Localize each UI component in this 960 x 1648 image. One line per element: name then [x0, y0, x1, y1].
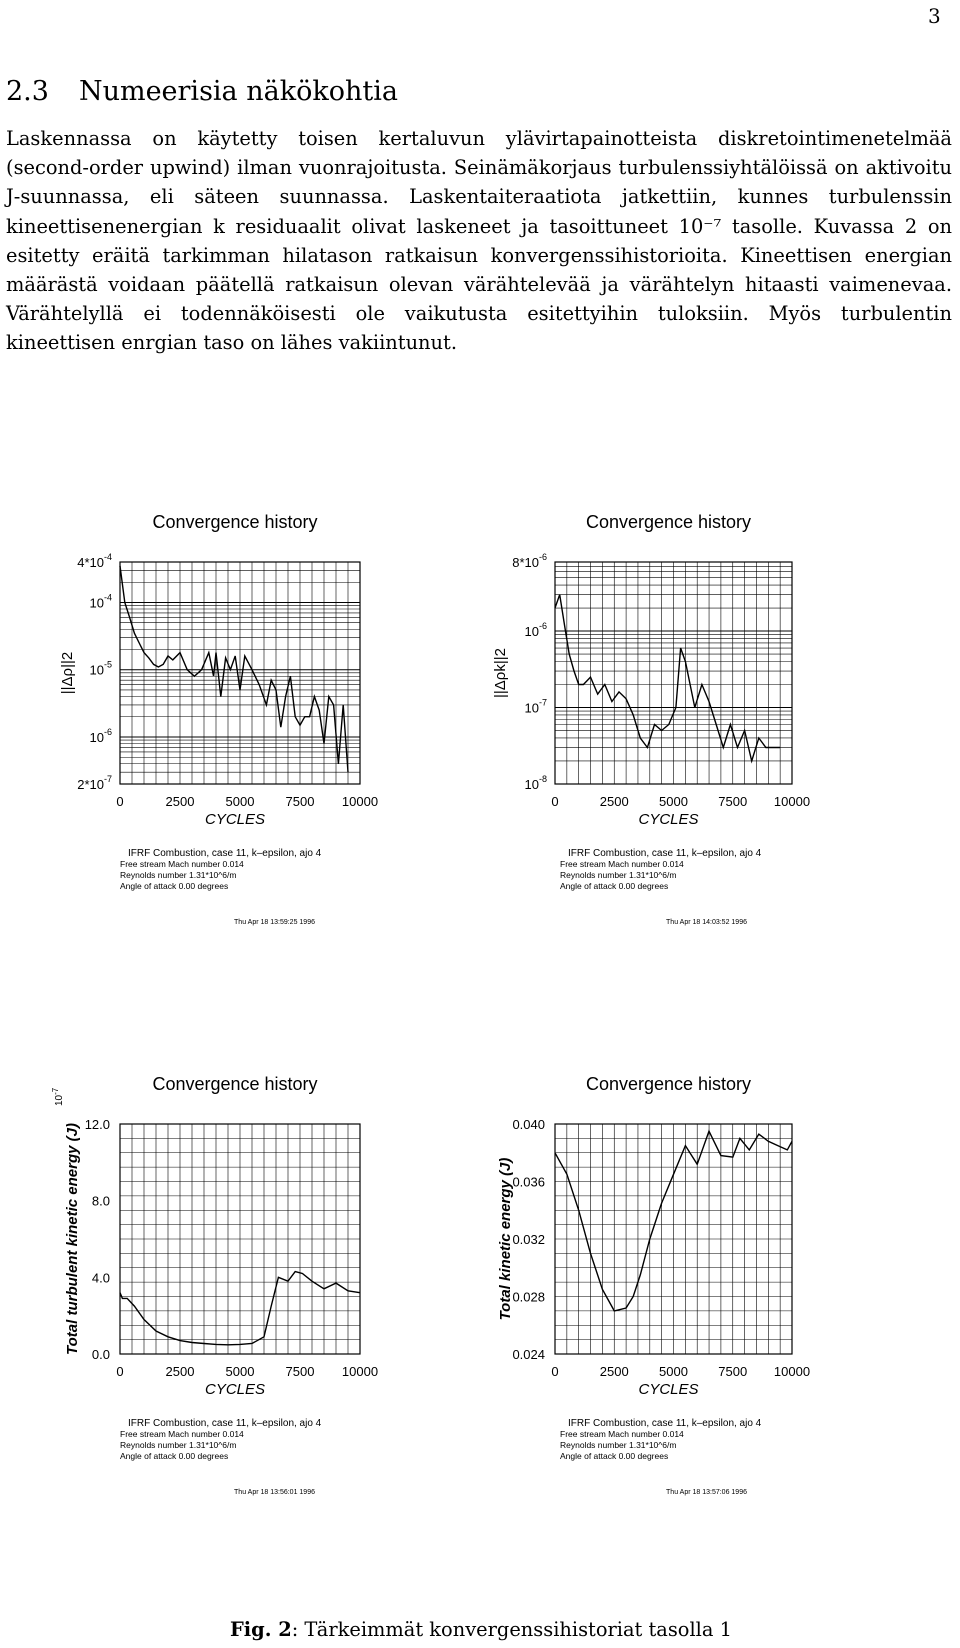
x-tick-label: 7500	[718, 794, 748, 809]
series-line	[120, 566, 348, 772]
y-axis-unit: $10^{-7}$	[51, 1087, 65, 1106]
timestamp: Thu Apr 18 14:03:52 1996	[666, 919, 747, 926]
section-title-text: Numeerisia näkökohtia	[78, 76, 398, 107]
note-line: Angle of attack 0.00 degrees	[120, 881, 229, 891]
x-axis-label: CYCLES	[204, 811, 266, 828]
note-line: Reynolds number 1.31*10^6/m	[560, 870, 677, 880]
x-tick-label: 0	[551, 1364, 559, 1379]
y-tick-label: 0.032	[512, 1232, 545, 1247]
y-tick-label: $4*10^{-4}$	[77, 552, 112, 570]
note-line: Reynolds number 1.31*10^6/m	[120, 1440, 237, 1450]
note-line: Free stream Mach number 0.014	[560, 859, 684, 869]
x-tick-label: 5000	[225, 794, 255, 809]
y-tick-label: $10^{-6}$	[524, 621, 547, 640]
chart-3	[51, 1074, 378, 1496]
note-line: Angle of attack 0.00 degrees	[120, 1451, 229, 1461]
section-number: 2.3	[6, 76, 49, 107]
y-axis-label: Total kinetic energy (J)	[497, 1157, 514, 1321]
x-tick-label: 2500	[165, 1364, 195, 1379]
page-number: 3	[928, 4, 941, 28]
x-tick-label: 5000	[659, 1364, 688, 1379]
note-line: Reynolds number 1.31*10^6/m	[120, 870, 237, 880]
body-paragraph: Laskennassa on käytetty toisen kertaluvun ylävirtapainotteista diskretointimenetelmää (second-order upwind) ilman vuonrajoitusta. Seinämäkorjaus turbulenssiyhtälöissä on aktivoitu J-suunnassa, eli säteen suunnassa. Laskentaiteraatiota jatkettiin, kunnes turbulenssin kineettisenenergian k residuaalit olivat laskeneet ja tasoittuneet 10⁻⁷ tasolle. Kuvassa 2 on esitetty eräitä tarkimman hilatason ratkaisun konvergenssihistorioita. Kineettisen energian määrästä voidaan päätellä ratkaisun olevan värähtelevää ja värähtelyn hitaasti vaimenevaa. Värähtelyllä ei todennäköisesti ole vaikutusta esitettyihin tuloksiin. Myös turbulentin kineettisen enrgian taso on lähes vakiintunut.	[6, 127, 952, 355]
timestamp: Thu Apr 18 13:57:06 1996	[666, 1489, 747, 1496]
x-tick-label: 2500	[599, 794, 629, 809]
x-tick-label: 7500	[718, 1364, 748, 1379]
chart-title: Convergence history	[585, 1074, 752, 1094]
y-tick-label: $2*10^{-7}$	[77, 774, 112, 792]
y-tick-label: $10^{-7}$	[524, 697, 547, 716]
x-axis-label: CYCLES	[638, 1381, 699, 1398]
chart-grid	[120, 1124, 360, 1354]
chart-1	[59, 512, 378, 926]
y-tick-label: 0.024	[512, 1347, 545, 1362]
y-tick-label: $10^{-5}$	[89, 659, 112, 678]
y-tick-label: $10^{-6}$	[89, 726, 112, 745]
chart-2	[492, 512, 810, 926]
chart-4	[497, 1074, 810, 1496]
note-line: Free stream Mach number 0.014	[120, 859, 244, 869]
x-axis-label: CYCLES	[638, 811, 699, 828]
x-tick-label: 5000	[659, 794, 688, 809]
x-tick-label: 10000	[773, 1364, 811, 1379]
x-tick-label: 7500	[285, 794, 315, 809]
y-tick-label: $10^{-8}$	[524, 774, 547, 792]
x-tick-label: 5000	[225, 1364, 255, 1379]
x-axis-label: CYCLES	[204, 1381, 266, 1398]
chart-title: Convergence history	[585, 512, 752, 532]
figure-caption	[230, 1618, 732, 1641]
chart-grid	[555, 1124, 792, 1354]
y-tick-label: $8*10^{-6}$	[512, 552, 547, 570]
chart-grid	[555, 562, 792, 784]
x-tick-label: 2500	[599, 1364, 629, 1379]
note-title: IFRF Combustion, case 11, k–epsilon, ajo 4	[128, 848, 322, 859]
x-tick-label: 0	[116, 794, 124, 809]
y-tick-label: 0.040	[512, 1117, 545, 1132]
chart-title: Convergence history	[152, 512, 318, 532]
y-tick-label: 12.0	[84, 1117, 110, 1132]
chart-title: Convergence history	[152, 1074, 318, 1094]
note-line: Angle of attack 0.00 degrees	[560, 1451, 669, 1461]
figure-caption-text: : Tärkeimmät konvergenssihistoriat tasolla 1	[291, 1618, 732, 1641]
y-tick-label: 8.0	[91, 1193, 110, 1209]
y-tick-label: 4.0	[91, 1270, 110, 1286]
x-tick-label: 7500	[285, 1364, 315, 1379]
series-line	[555, 595, 780, 761]
note-title: IFRF Combustion, case 11, k–epsilon, ajo 4	[568, 848, 762, 859]
note-line: Reynolds number 1.31*10^6/m	[560, 1440, 677, 1450]
x-tick-label: 10000	[773, 794, 811, 809]
note-title: IFRF Combustion, case 11, k–epsilon, ajo 4	[568, 1418, 762, 1429]
note-line: Angle of attack 0.00 degrees	[560, 881, 669, 891]
y-tick-label: 0.028	[512, 1289, 545, 1305]
x-tick-label: 0	[116, 1364, 124, 1379]
timestamp: Thu Apr 18 13:56:01 1996	[234, 1489, 315, 1496]
figure-caption-label: Fig. 2	[230, 1618, 292, 1641]
note-line: Free stream Mach number 0.014	[120, 1429, 244, 1439]
x-tick-label: 10000	[341, 794, 379, 809]
timestamp: Thu Apr 18 13:59:25 1996	[234, 919, 315, 926]
x-tick-label: 0	[551, 794, 559, 809]
y-tick-label: 0.036	[512, 1174, 545, 1190]
y-axis-label: Total turbulent kinetic energy (J)	[64, 1123, 81, 1355]
note-title: IFRF Combustion, case 11, k–epsilon, ajo 4	[128, 1418, 322, 1429]
chart-grid	[120, 562, 360, 784]
x-tick-label: 2500	[165, 794, 195, 809]
note-line: Free stream Mach number 0.014	[560, 1429, 684, 1439]
y-axis-label: ||Δρk||2	[492, 648, 509, 698]
y-tick-label: 0.0	[91, 1347, 110, 1362]
y-axis-label: ||Δρ||2	[59, 651, 76, 695]
x-tick-label: 10000	[341, 1364, 379, 1379]
y-tick-label: $10^{-4}$	[89, 592, 112, 611]
